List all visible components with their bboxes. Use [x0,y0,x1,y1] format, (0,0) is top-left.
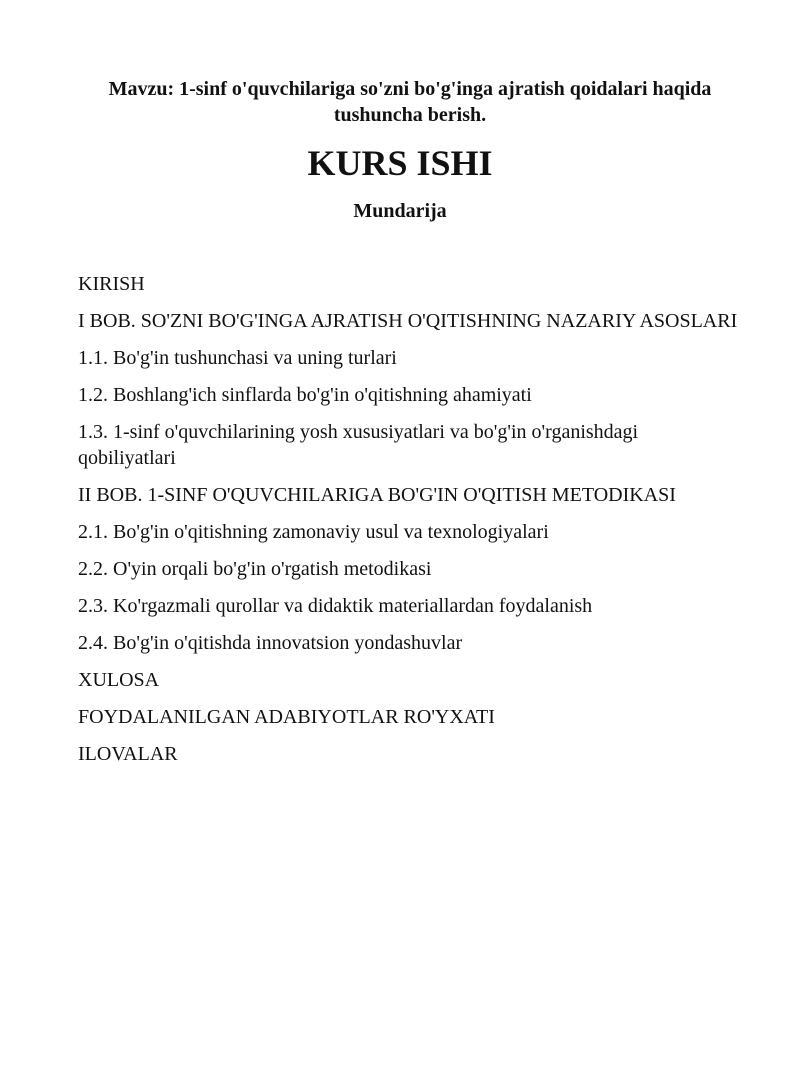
toc-item-section-2-1: 2.1. Bo'g'in o'qitishning zamonaviy usul va texnologiyalari [78,521,549,543]
toc-item-section-2-3: 2.3. Ko'rgazmali qurollar va didaktik materiallardan foydalanish [78,595,593,617]
toc-item-section-2-4: 2.4. Bo'g'in o'qitishda innovatsion yondashuvlar [78,632,463,654]
toc-item-appendices: ILOVALAR [78,743,178,765]
toc-item-section-1-1: 1.1. Bo'g'in tushunchasi va uning turlari [78,347,397,369]
toc-item-section-2-2: 2.2. O'yin orqali bo'g'in o'rgatish metodikasi [78,558,432,580]
toc-item-references: FOYDALANILGAN ADABIYOTLAR RO'YXATI [78,706,495,728]
toc-item-conclusion: XULOSA [78,669,160,691]
contents-heading: Mundarija [353,200,447,222]
toc-item-section-1-2: 1.2. Boshlang'ich sinflarda bo'g'in o'qitishning ahamiyati [78,384,532,406]
toc-item-section-1-3: 1.3. 1-sinf o'quvchilarining yosh xususiyatlari va bo'g'in o'rganishdagi qobiliyatlari [78,421,639,469]
toc-item-introduction: KIRISH [78,273,145,295]
toc-item-chapter-2: II BOB. 1-SINF O'QUVCHILARIGA BO'G'IN O'QITISH METODIKASI [78,484,676,506]
toc-item-chapter-1: I BOB. SO'ZNI BO'G'INGA AJRATISH O'QITISHNING NAZARIY ASOSLARI [78,310,738,332]
topic-heading: Mavzu: 1-sinf o'quvchilariga so'zni bo'g'inga ajratish qoidalari haqida tushuncha berish. [108,78,712,126]
page-title: KURS ISHI [307,143,493,183]
table-of-contents [78,271,738,778]
